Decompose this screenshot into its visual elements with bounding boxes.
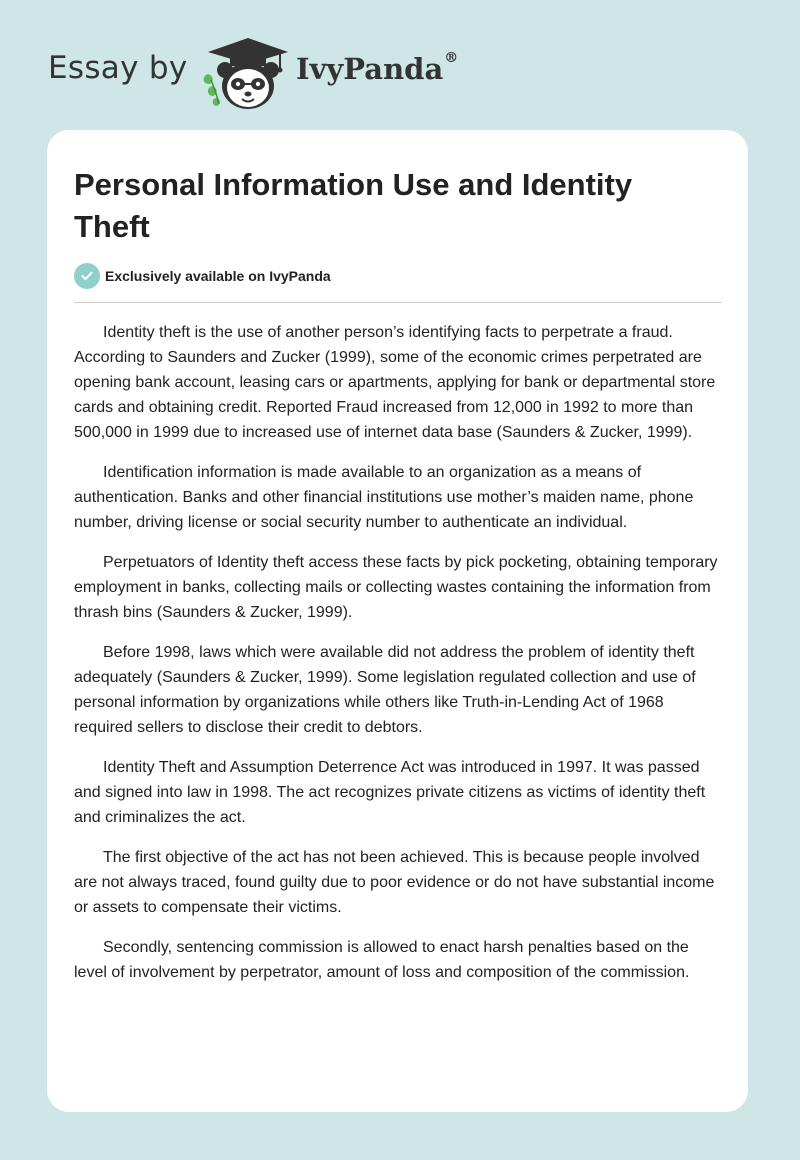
registered-mark: ® [444, 50, 459, 66]
check-circle-icon [74, 263, 100, 289]
essay-body [74, 320, 726, 1000]
panda-graduate-icon[interactable] [200, 32, 292, 112]
paragraph: The first objective of the act has not been achieved. This is because people involved are not always traced, found guilty due to poor evidence or do not have substantial income or assets to compensate their victims. [74, 849, 715, 916]
site-header [0, 0, 800, 120]
brand-prefix: Essay by [48, 50, 188, 86]
exclusive-badge [74, 263, 331, 289]
divider [74, 302, 722, 303]
paragraph: Identity Theft and Assumption Deterrence Act was introduced in 1997. It was passed and signed into law in 1998. The act recognizes private citizens as victims of identity theft and criminalizes the act. [74, 759, 706, 826]
essay-card [47, 130, 748, 1112]
badge-label: Exclusively available on IvyPanda [105, 268, 331, 284]
paragraph: Perpetuators of Identity theft access these facts by pick pocketing, obtaining temporary employment in banks, collecting mails or collecting wastes containing the information from thrash bins (Saunders & Zucker, 1999). [74, 554, 718, 621]
paragraph: Identification information is made available to an organization as a means of authentication. Banks and other financial institutions use mother’s maiden name, phone number, driving license or social security number to authenticate an individual. [74, 464, 694, 531]
paragraph: Identity theft is the use of another person’s identifying facts to perpetrate a fraud. According to Saunders and Zucker (1999), some of the economic crimes perpetrated are opening bank account, leasing cars or apartments, applying for bank or departmental store cards and obtaining credit. Reported Fraud increased from 12,000 in 1992 to more than 500,000 in 1999 due to increased use of internet data base (Saunders & Zucker, 1999). [74, 324, 716, 441]
page-title: Personal Information Use and Identity Theft [74, 167, 633, 244]
paragraph: Secondly, sentencing commission is allowed to enact harsh penalties based on the level of involvement by perpetrator, amount of loss and composition of the commission. [74, 939, 690, 981]
brand-name[interactable]: IvyPanda® [296, 50, 459, 86]
paragraph: Before 1998, laws which were available did not address the problem of identity theft adequately (Saunders & Zucker, 1999). Some legislation regulated collection and use of personal information by organizations while others like Truth-in-Lending Act of 1968 required sellers to disclose their credit to debtors. [74, 644, 696, 736]
